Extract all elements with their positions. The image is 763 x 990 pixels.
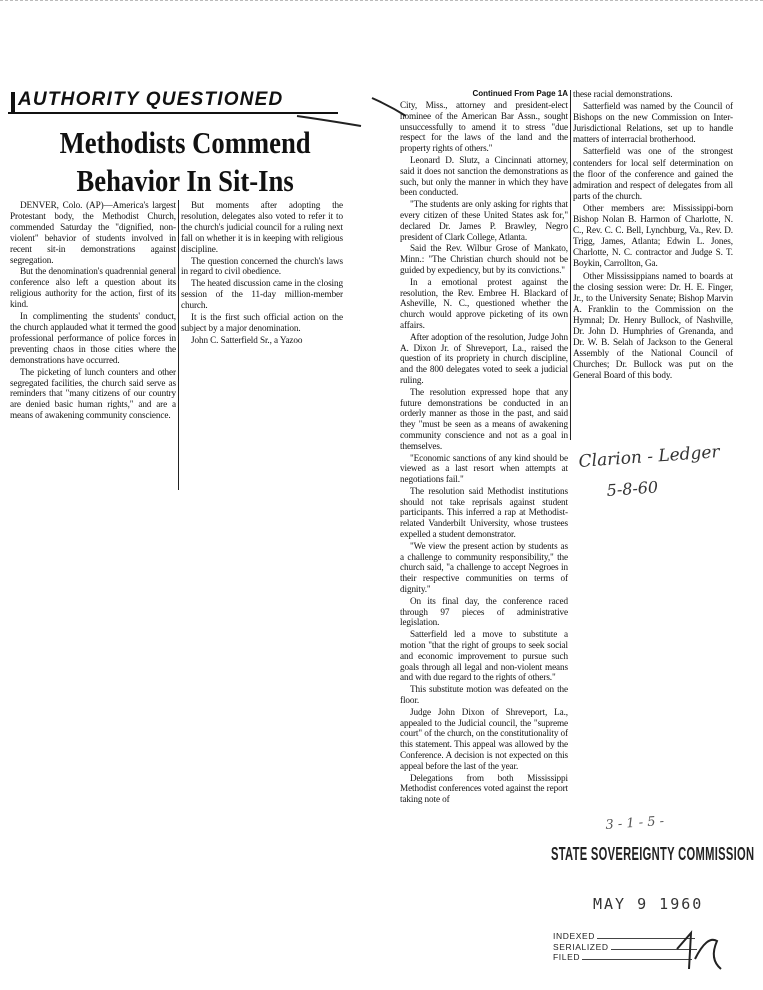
paragraph: John C. Satterfield Sr., a Yazoo xyxy=(191,334,303,345)
handwritten-date: 5-8-60 xyxy=(606,477,659,500)
article-column-1 xyxy=(10,200,176,421)
paragraph: The question concerned the church's laws in regard to civil obedience. xyxy=(181,255,343,277)
paragraph: Other members are: Mississippi-born Bishop Nolan B. Harmon of Charlotte, N. C., Rev. C. C. Bell, Lynchburg, Va., Rev. D. Trigg, James, Atlanta; Edwin L. Jones, Charlotte, N. C. contractor and Judge S. T. Boykin, Carrollton, Ga. xyxy=(573,202,733,269)
stamp-field-indexed: INDEXED xyxy=(553,931,697,942)
article-column-3 xyxy=(400,100,568,805)
stamp-date: MAY 9 1960 xyxy=(593,895,704,913)
paragraph: The heated discussion came in the closing session of the 11-day million-member church. xyxy=(181,278,343,311)
stamp-field-serialized: SERIALIZED xyxy=(553,942,697,953)
continued-label: Continued From Page 1A xyxy=(472,89,568,98)
paragraph: City, Miss., attorney and president-elect nominee of the American Bar Assn., sought unsuccessfully to amend it to stress "due respect for the laws of the land and the property rights of others." xyxy=(400,100,568,154)
paragraph: "The students are only asking for rights that every citizen of these United States ask for," declared Dr. James P. Brawley, Negro president of Clark College, Atlanta. xyxy=(400,199,568,242)
paragraph: This substitute motion was defeated on the floor. xyxy=(400,684,568,706)
stamp-title: STATE SOVEREIGNTY COMMISSION xyxy=(551,844,755,864)
article-column-2 xyxy=(181,200,343,346)
paragraph: Satterfield was named by the Council of Bishops on the new Commission on Inter-Jurisdictional Relations, set up to handle matters of interracial brotherhood. xyxy=(573,101,733,145)
article-column-4 xyxy=(573,89,733,381)
paragraph: these racial demonstrations. xyxy=(573,89,673,99)
headline-line-2: Behavior In Sit-Ins xyxy=(76,163,294,198)
initials-scribble-icon xyxy=(671,929,727,973)
paragraph: On its final day, the conference raced through 97 pieces of administrative legislation. xyxy=(400,595,568,628)
paragraph: It is the first such official action on the subject by a major denomination. xyxy=(181,312,343,333)
paragraph: "Economic sanctions of any kind should be viewed as a last resort when attempts at negotiations fail." xyxy=(400,452,568,485)
headline xyxy=(20,124,311,200)
paragraph: But moments after adopting the resolution, delegates also voted to refer it to the church's judicial council for a ruling next fall on whether it is in keeping with religious discipline. xyxy=(181,200,343,254)
paragraph: Satterfield led a move to substitute a motion "that the right of groups to seek social and economic improvement to pursue such goals through all legal and non-violent means and with due regard to the rights of others." xyxy=(400,629,568,683)
handwritten-source: Clarion - Ledger xyxy=(578,442,721,472)
paragraph: Other Mississippians named to boards at the closing session were: Dr. H. E. Finger, Jr., to the University Senate; Bishop Marvin A. Franklin to the Commission on the Hymnal; Dr. Henry Bullock, of Nashville, Dr. John D. Humphries of Grenanda, and Dr. W. B. Selah of Jackson to the General Assembly of the National Council of Churches; Dr. Bullock was put on the General Board of this body. xyxy=(573,270,733,381)
column-rule xyxy=(178,200,179,490)
paragraph: DENVER, Colo. (AP)—America's largest Protestant body, the Methodist Church, commended Saturday the "dignified, non-violent" behavior of students involved in recent sit-in demonstrations against segregation. xyxy=(10,200,176,265)
paragraph: Satterfield was one of the strongest contenders for local self determination on the floor of the conference and gained the admiration and respect of delegates from all parts of the church. xyxy=(573,146,733,201)
column-rule xyxy=(570,90,571,440)
scan-top-edge xyxy=(0,0,763,1)
paragraph: After adoption of the resolution, Judge John A. Dixon Jr. of Shreveport, La., raised the question of its propriety in church discipline, and the 800 delegates voted to seek a judicial ruling. xyxy=(400,331,568,385)
paragraph: The picketing of lunch counters and other segregated facilities, the church said serve as reminders that "many citizens of our country are denied basic human rights," and are a means of awakening community conscience. xyxy=(10,366,176,421)
paragraph: Delegations from both Mississippi Methodist conferences voted against the report taking note of xyxy=(400,772,568,805)
paragraph: In complimenting the students' conduct, the church applauded what it termed the good professional performance of police forces in preventing chaos in those cities where the demonstrations have occurred. xyxy=(10,311,176,365)
paragraph: "We view the present action by students as a challenge to community responsibility," the church said, "a challenge to accept Negroes in their respective communities on terms of dignity." xyxy=(400,540,568,595)
handwritten-mark: 3 - 1 - 5 - xyxy=(605,813,665,833)
paragraph: Judge John Dixon of Shreveport, La., appealed to the Judicial council, the "supreme court" of the church, on the constitutionality of this statement. This appeal was allowed by the Conference. A decision is not expected on this appeal before the last of the year. xyxy=(400,706,568,771)
paragraph: The resolution expressed hope that any future demonstrations be conducted in an orderly manner as those in the past, and said they "must be seen as a means of awakening community conscience and not as a goal in themselves. xyxy=(400,386,568,451)
kicker: AUTHORITY QUESTIONED xyxy=(8,89,338,114)
paragraph: But the denomination's quadrennial general conference also left a question about its religious authority for the action, first of its kind. xyxy=(10,266,176,310)
paragraph: The resolution said Methodist institutions should not take reprisals against student participants. This inferred a rap at Methodist-related Vanderbilt University, whose trustees expelled a student demonstrator. xyxy=(400,485,568,540)
paragraph: Leonard D. Slutz, a Cincinnati attorney, said it does not sanction the demonstrations as such, but only the manner in which they have been conducted. xyxy=(400,154,568,198)
sovereignty-commission-stamp xyxy=(551,837,755,977)
paragraph: Said the Rev. Wilbur Grose of Mankato, Minn.: "The Christian church should not be guided by expediency, but by its convictions." xyxy=(400,243,568,275)
stamp-field-filed: FILED xyxy=(553,952,697,963)
pen-mark-icon xyxy=(295,108,365,130)
paragraph: In a emotional protest against the resolution, the Rev. Embree H. Blackard of Asheville, N. C., questioned whether the church would approve picketing of its own affairs. xyxy=(400,276,568,330)
headline-line-1: Methodists Commend xyxy=(59,125,311,160)
